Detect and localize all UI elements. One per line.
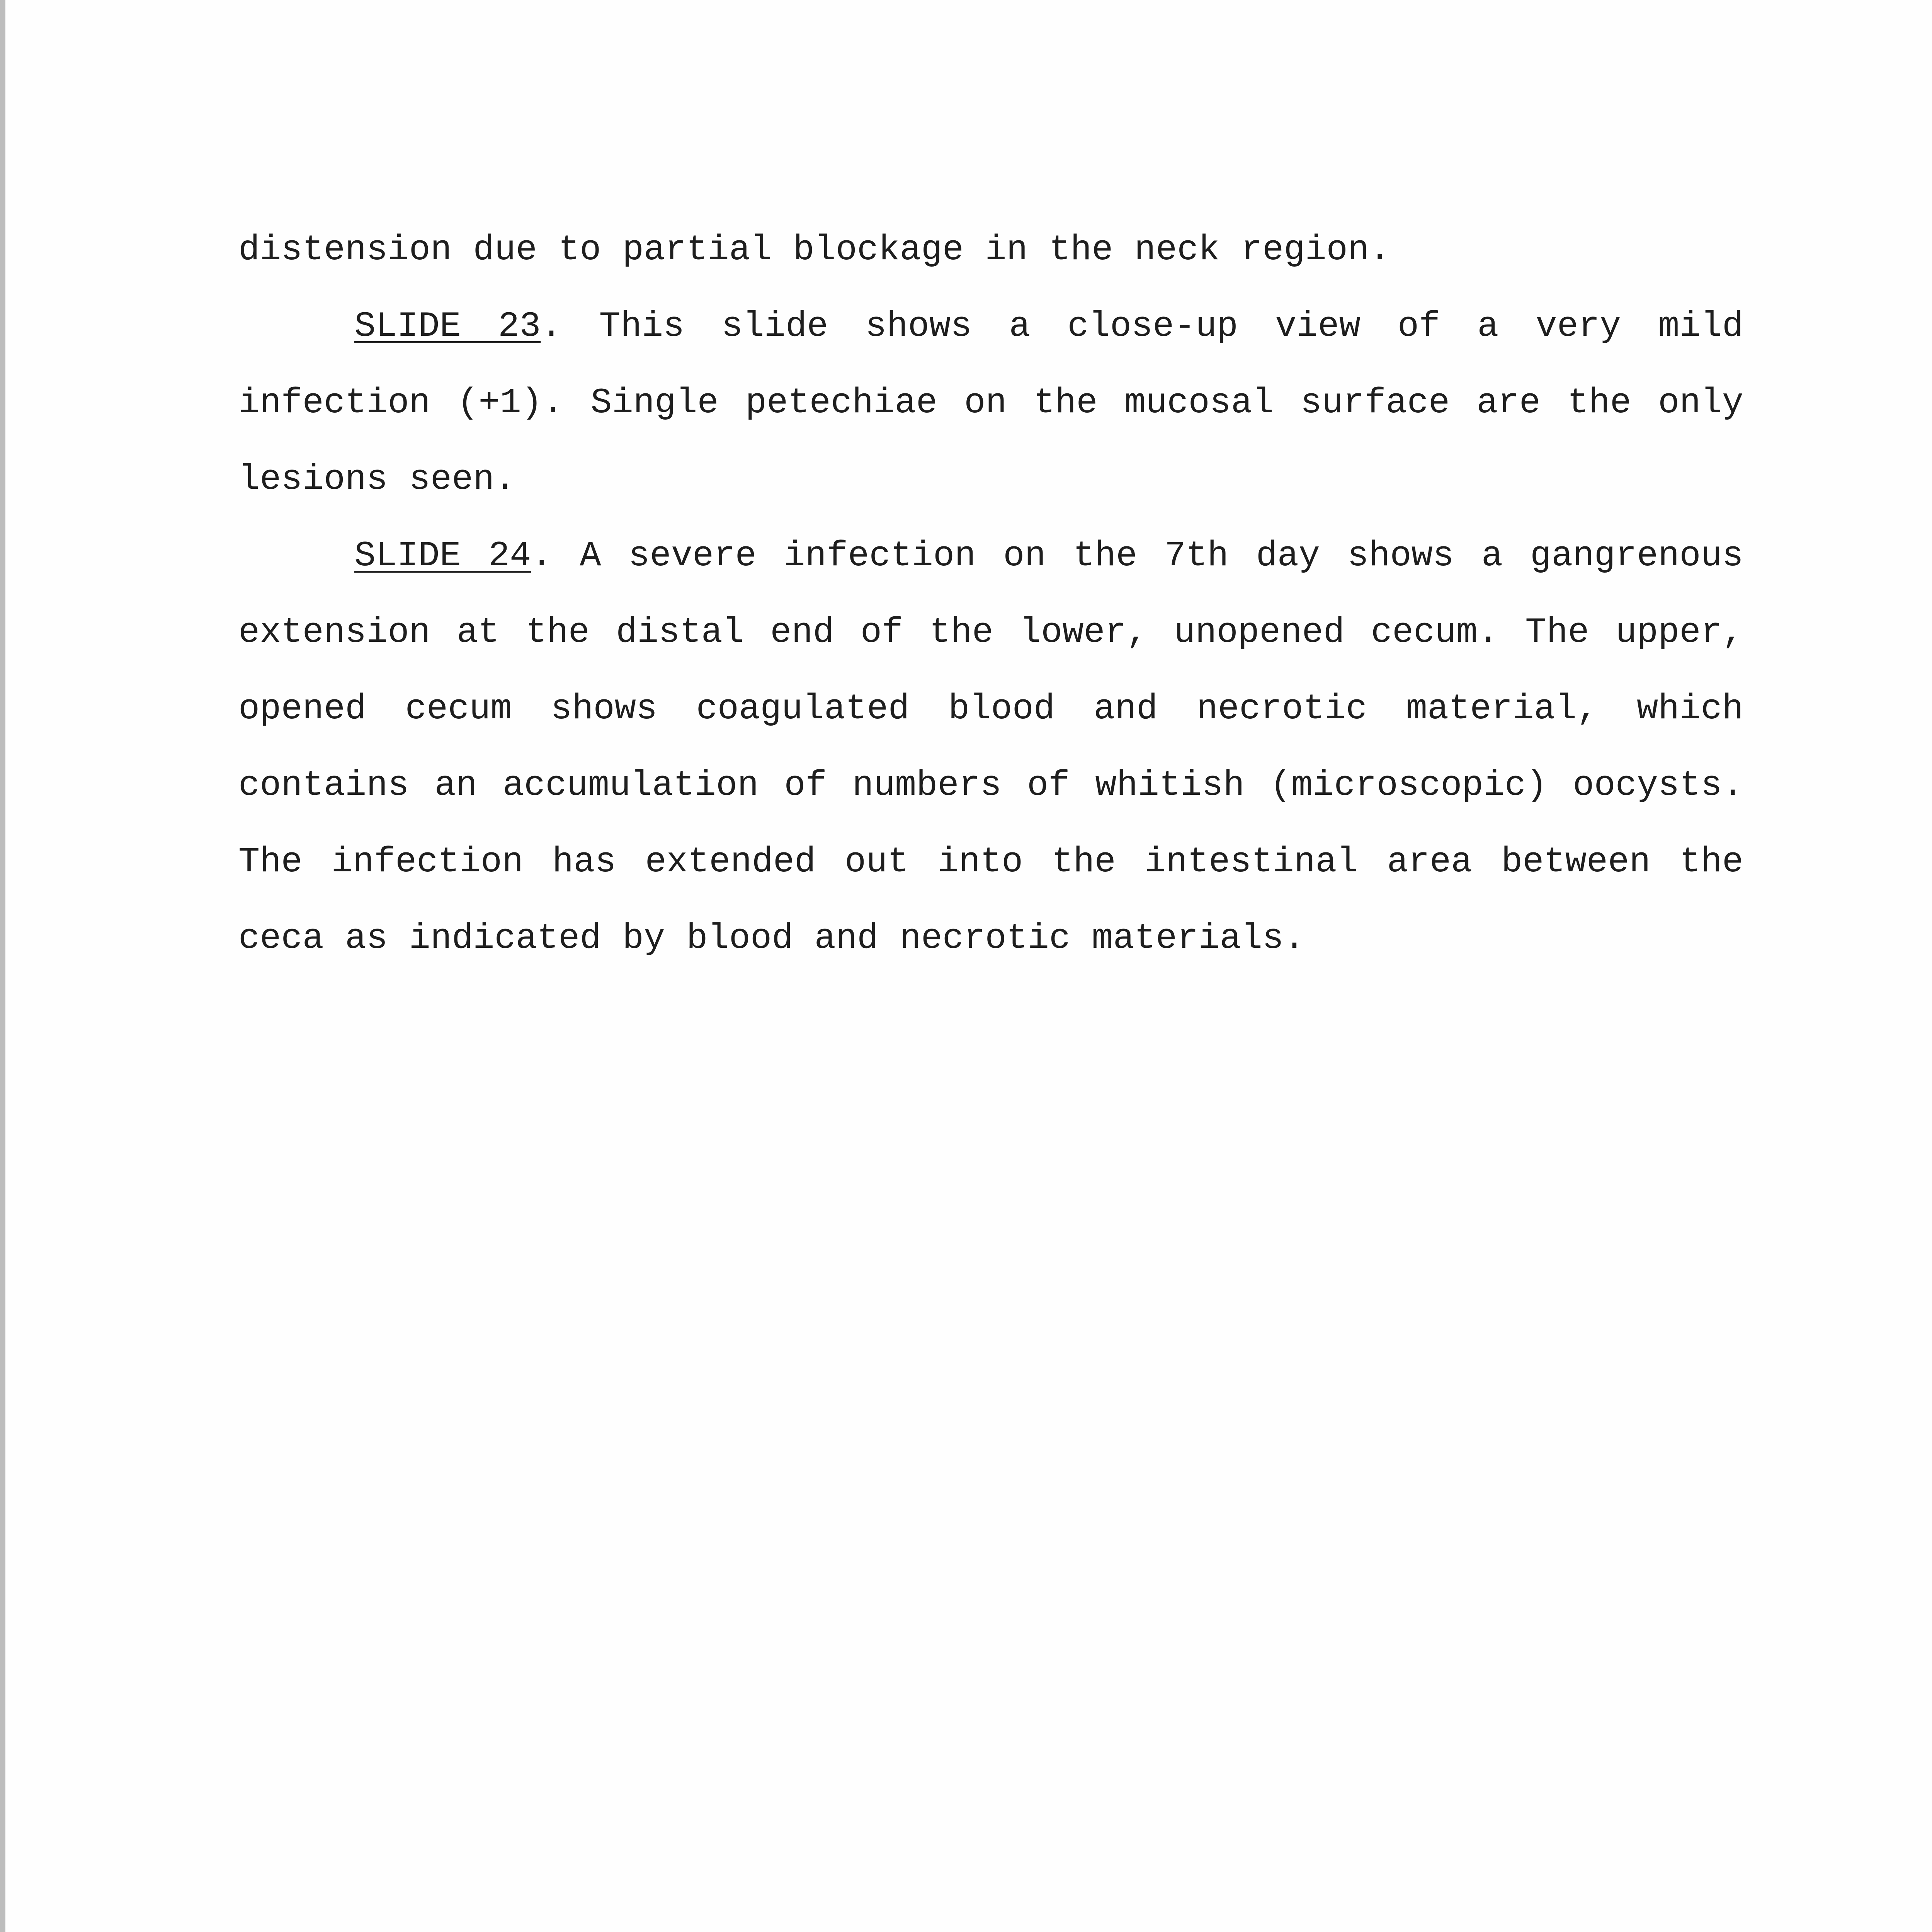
slide-23-text: . This slide shows a close-up view of a very mild infection (+1). Single petechiae on the mucosal surface are the only lesions seen. <box>238 306 1743 500</box>
slide-23-paragraph <box>238 288 1743 518</box>
slide-24-paragraph <box>238 518 1743 977</box>
body-text <box>238 212 1743 977</box>
continuation-paragraph: distension due to partial blockage in the neck region. <box>238 230 1391 270</box>
slide-23-label: SLIDE 23 <box>354 306 541 347</box>
slide-24-label: SLIDE 24 <box>354 536 531 576</box>
slide-24-text: . A severe infection on the 7th day shows a gangrenous extension at the distal end of the lower, unopened cecum. The upper, opened cecum shows coagulated blood and necrotic material, which contains an accumulation of numbers of whitish (microscopic) oocysts. The infection has extended out into the intestinal area between the ceca as indicated by blood and necrotic materials. <box>238 536 1743 959</box>
